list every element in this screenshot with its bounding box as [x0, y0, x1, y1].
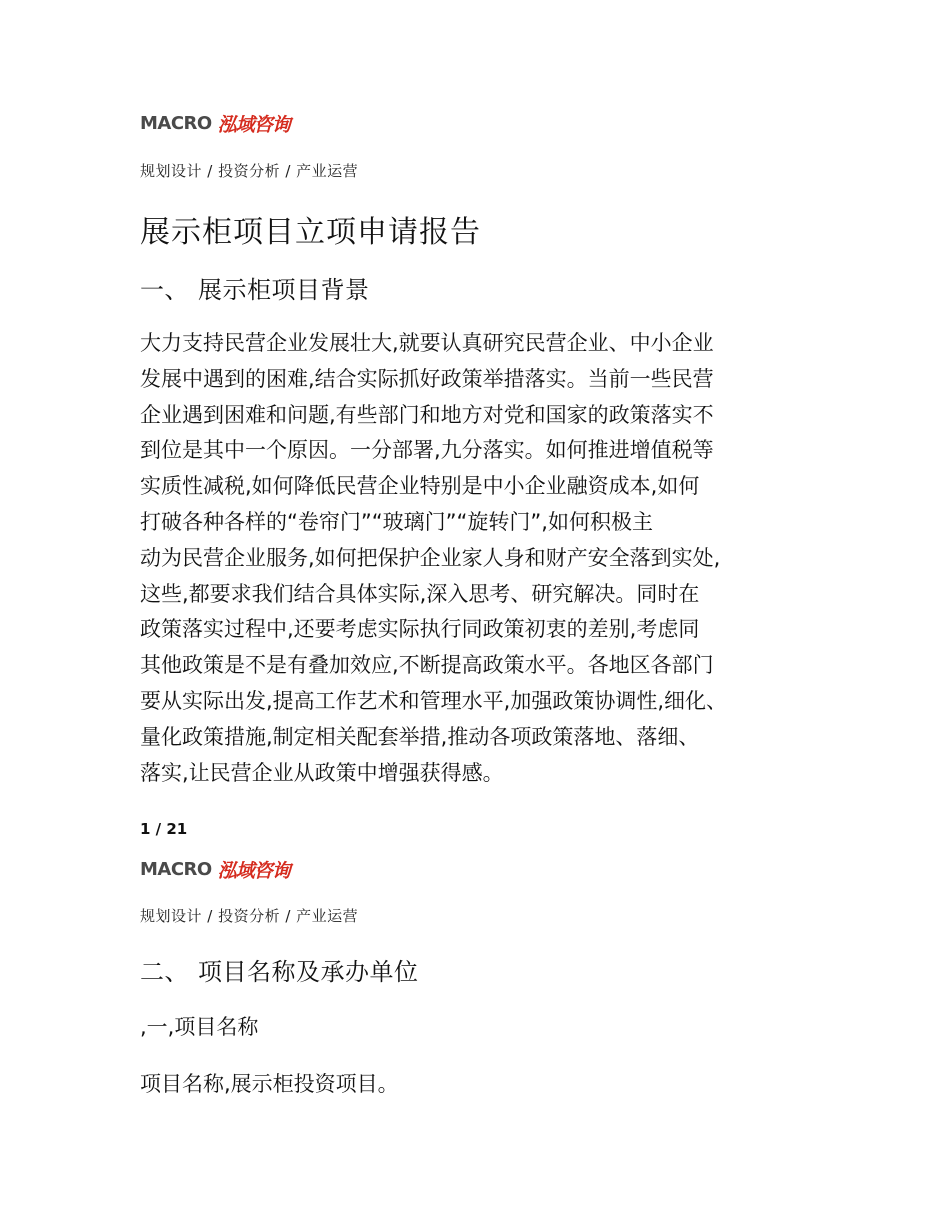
section-heading-project-name — [140, 952, 419, 987]
paragraph-line: 政策落实过程中,还要考虑实际执行同政策初衷的差别,考虑同 — [140, 617, 700, 642]
logo-cjk-text: 泓域咨询 — [217, 113, 290, 136]
section-number: 二、 — [140, 958, 189, 986]
paragraph-line: 量化政策措施,制定相关配套举措,推动各项政策落地、落细、 — [140, 724, 700, 749]
company-logo — [140, 857, 290, 881]
sub-heading: ,一,项目名称 — [140, 1015, 259, 1039]
header-tagline: 规划设计 / 投资分析 / 产业运营 — [140, 907, 359, 925]
paragraph-line: 实质性减税,如何降低民营企业特别是中小企业融资成本,如何 — [140, 474, 700, 499]
logo-latin-text: MACRO — [140, 858, 212, 880]
paragraph-line: 到位是其中一个原因。一分部署,九分落实。如何推进增值税等 — [140, 438, 714, 463]
paragraph-line: 落实,让民营企业从政策中增强获得感。 — [140, 760, 504, 785]
paragraph-line: 要从实际出发,提高工作艺术和管理水平,加强政策协调性,细化、 — [140, 688, 728, 713]
section-title: 项目名称及承办单位 — [198, 958, 419, 986]
logo-latin-text: MACRO — [140, 112, 212, 134]
header-tagline: 规划设计 / 投资分析 / 产业运营 — [140, 162, 359, 180]
paragraph-line: 大力支持民营企业发展壮大,就要认真研究民营企业、中小企业 — [140, 331, 714, 355]
paragraph-line: 发展中遇到的困难,结合实际抓好政策举措落实。当前一些民营 — [140, 366, 714, 391]
section-number: 一、 — [140, 276, 189, 304]
section-heading-background — [140, 270, 370, 305]
section-title: 展示柜项目背景 — [198, 276, 370, 304]
page-number: 1 / 21 — [140, 820, 188, 838]
project-name-text: 项目名称,展示柜投资项目。 — [140, 1072, 399, 1096]
background-paragraph — [140, 326, 816, 791]
paragraph-line: 动为民营企业服务,如何把保护企业家人身和财产安全落到实处, — [140, 545, 721, 570]
document-title: 展示柜项目立项申请报告 — [140, 215, 481, 250]
paragraph-line: 打破各种各样的“卷帘门”“玻璃门”“旋转门”,如何积极主 — [140, 509, 653, 534]
company-logo — [140, 111, 290, 135]
logo-cjk-text: 泓域咨询 — [217, 859, 290, 882]
paragraph-line: 这些,都要求我们结合具体实际,深入思考、研究解决。同时在 — [140, 581, 700, 606]
paragraph-line: 其他政策是不是有叠加效应,不断提高政策水平。各地区各部门 — [140, 653, 714, 678]
paragraph-line: 企业遇到困难和问题,有些部门和地方对党和国家的政策落实不 — [140, 402, 714, 427]
